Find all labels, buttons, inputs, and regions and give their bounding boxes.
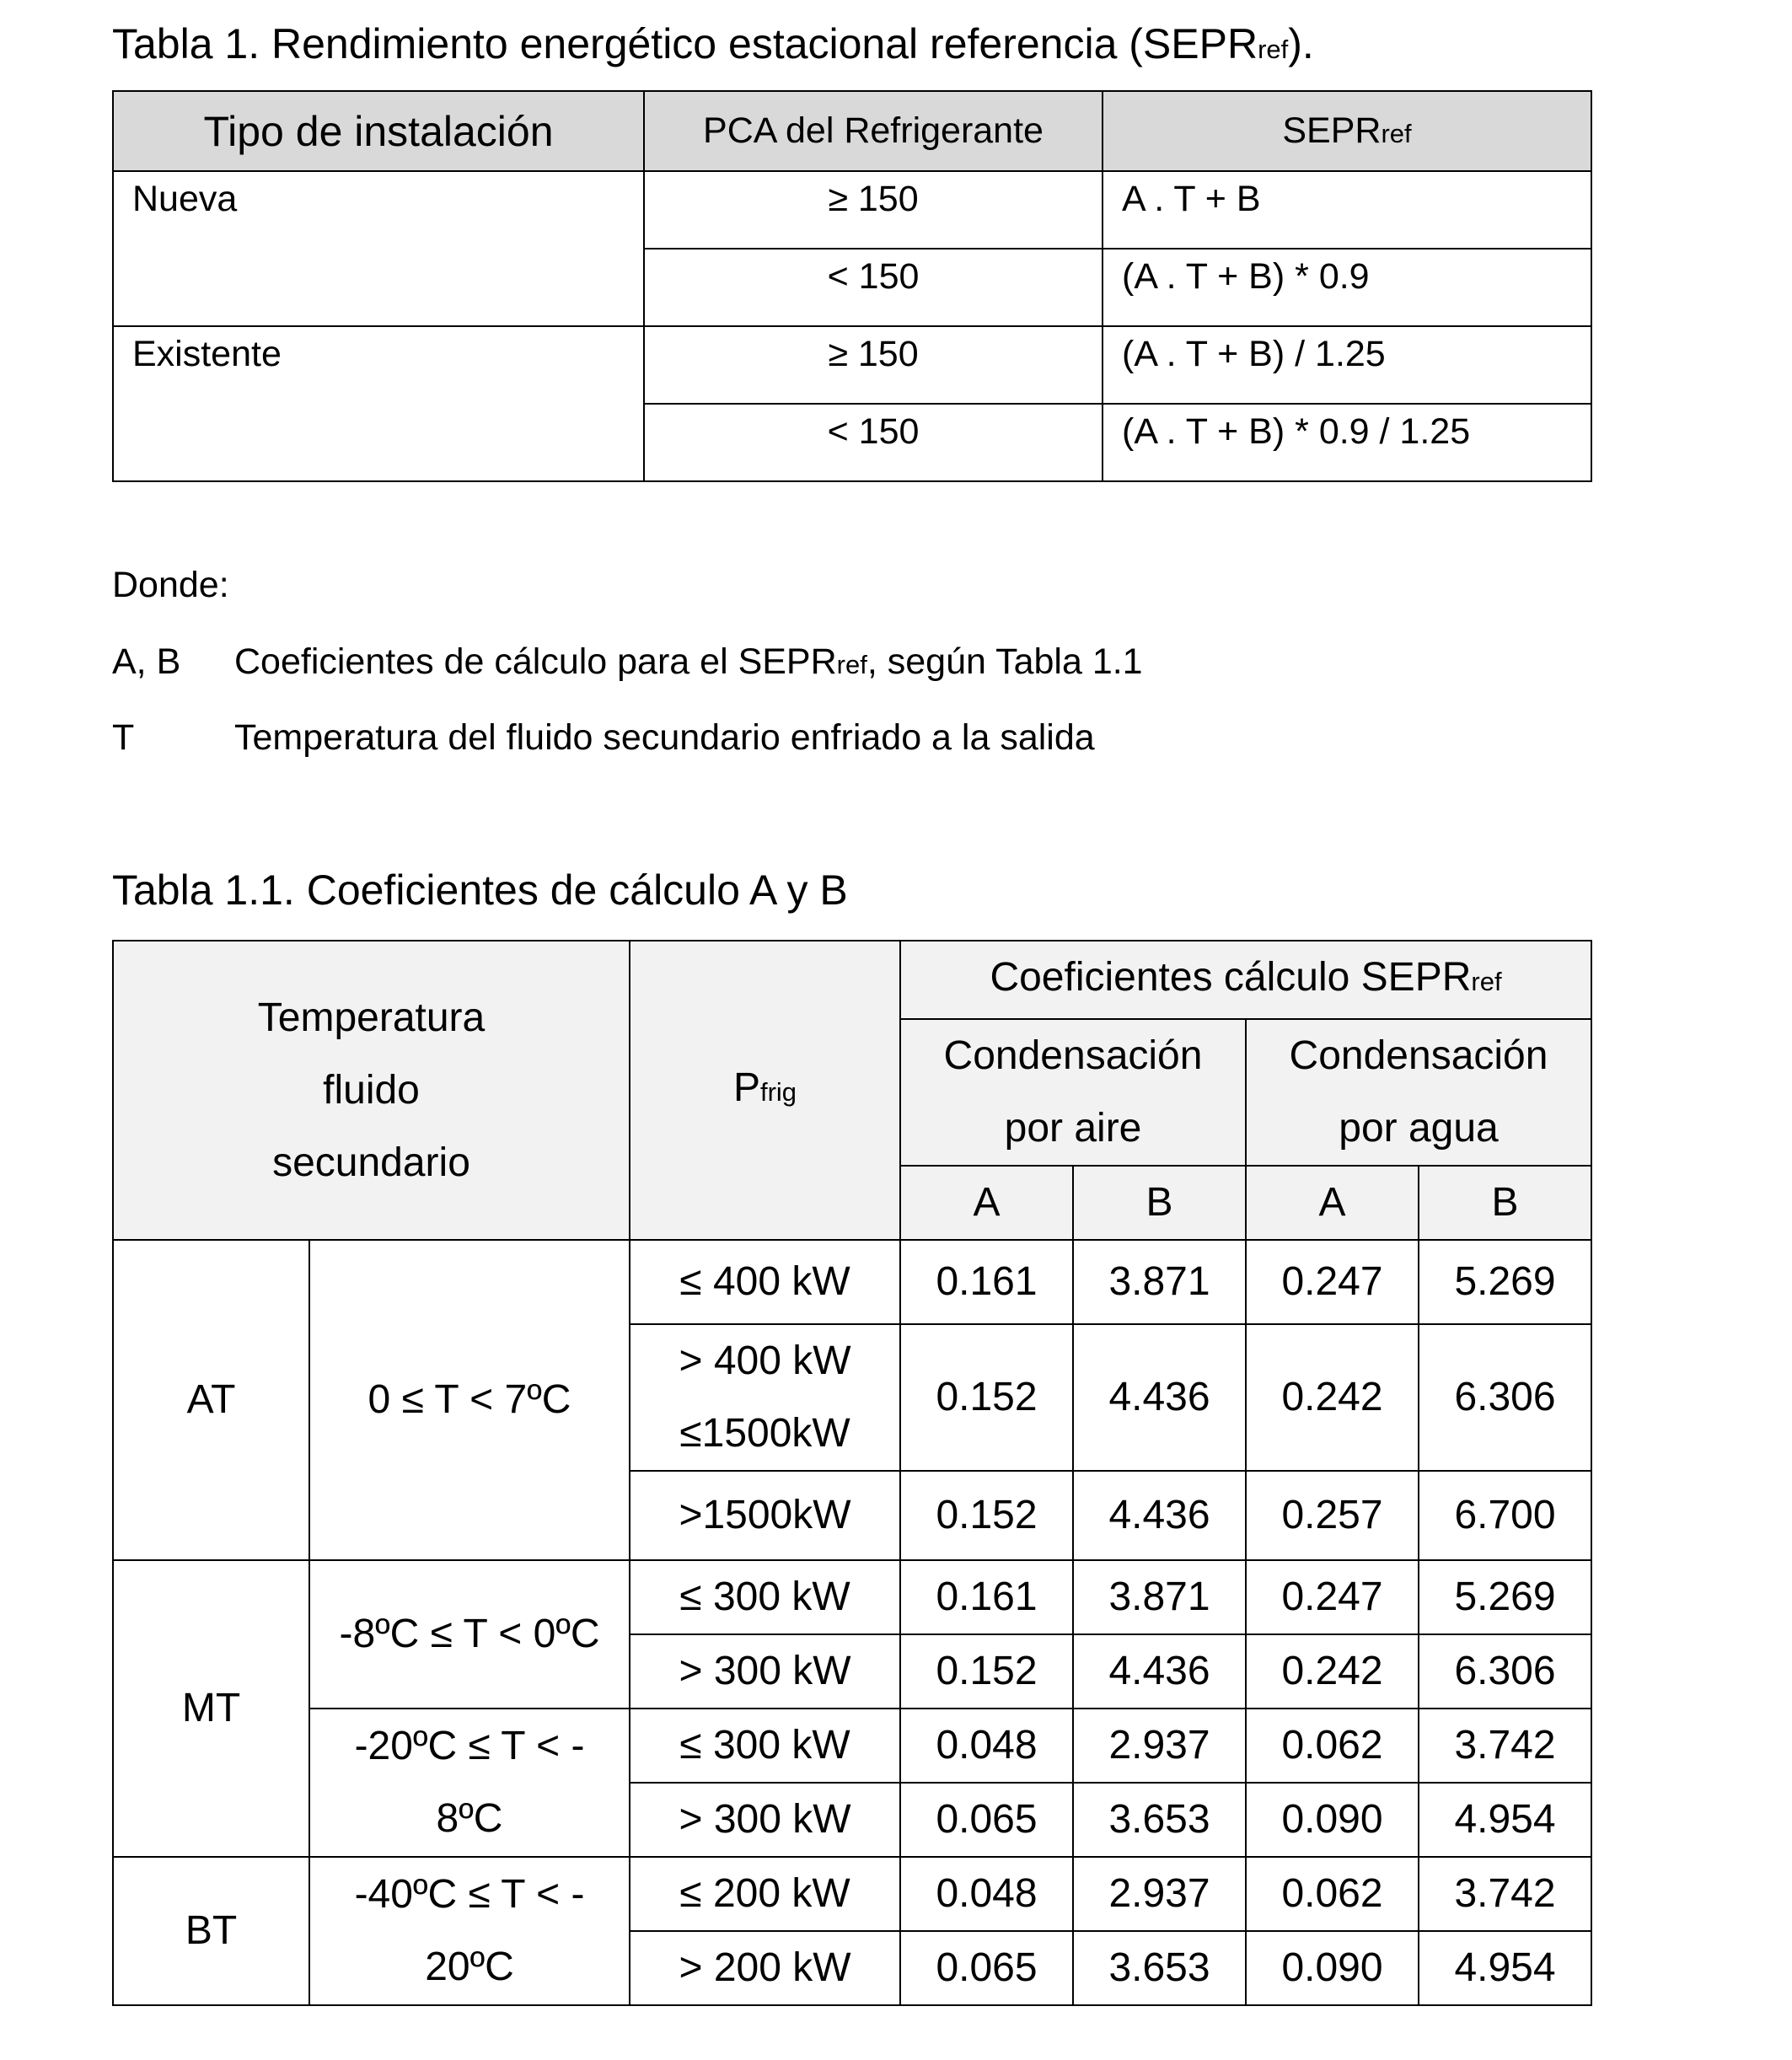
table2 xyxy=(112,940,1592,2006)
header-sepr-main: SEPR xyxy=(1282,110,1382,151)
group-mt-label: MT xyxy=(113,1560,309,1857)
cell-a-aire: 0.152 xyxy=(900,1634,1073,1709)
table-row xyxy=(113,1857,1591,1931)
cell-a-aire: 0.048 xyxy=(900,1857,1073,1931)
group-mt-range1: -8ºC ≤ T < 0ºC xyxy=(309,1560,630,1709)
cell-pca: < 150 xyxy=(644,249,1103,326)
cell-b-aire: 3.871 xyxy=(1073,1560,1246,1634)
table1-header-row xyxy=(113,91,1591,171)
legend-item-t xyxy=(112,716,1095,759)
group-bt-label: BT xyxy=(113,1857,309,2005)
table-row xyxy=(113,171,1591,249)
legend-text-sub: ref xyxy=(836,650,867,679)
cell-b-agua: 4.954 xyxy=(1419,1783,1591,1857)
cell-a-aire: 0.161 xyxy=(900,1560,1073,1634)
cell-a-agua: 0.247 xyxy=(1246,1240,1419,1324)
cell-a-agua: 0.090 xyxy=(1246,1931,1419,2005)
header-condensacion-aire xyxy=(900,1019,1246,1166)
cell-b-aire: 2.937 xyxy=(1073,1857,1246,1931)
legend-item-ab xyxy=(112,640,1143,687)
cell-tipo-existente: Existente xyxy=(113,326,644,481)
cell-a-agua: 0.242 xyxy=(1246,1324,1419,1471)
header-coeficientes xyxy=(900,941,1591,1019)
cell-b-aire: 3.653 xyxy=(1073,1783,1246,1857)
group-at-range: 0 ≤ T < 7ºC xyxy=(309,1240,630,1560)
cell-formula: A . T + B xyxy=(1103,171,1591,249)
group-mt-range2-line2: 8ºC xyxy=(436,1796,503,1841)
header-pfrig-main: P xyxy=(732,1065,760,1110)
group-mt-range2-line1: -20ºC ≤ T < - xyxy=(354,1724,585,1768)
cell-formula: (A . T + B) * 0.9 / 1.25 xyxy=(1103,404,1591,481)
cell-a-aire: 0.065 xyxy=(900,1783,1073,1857)
header-b-agua: B xyxy=(1419,1166,1591,1240)
legend-text-main: Temperatura del fluido secundario enfriado a la salida xyxy=(234,717,1095,758)
header-temp-line2: fluido xyxy=(323,1067,420,1113)
header-b-aire: B xyxy=(1073,1166,1246,1240)
header-sepr-ref xyxy=(1103,91,1591,171)
header-tipo-instalacion: Tipo de instalación xyxy=(113,91,644,171)
cell-b-aire: 3.653 xyxy=(1073,1931,1246,2005)
table-row xyxy=(113,1560,1591,1634)
table1-caption-end: ). xyxy=(1288,20,1314,67)
cell-pfrig: ≤ 300 kW xyxy=(630,1560,900,1634)
cell-b-agua: 4.954 xyxy=(1419,1931,1591,2005)
header-pfrig xyxy=(630,941,900,1240)
cell-pfrig: ≤ 200 kW xyxy=(630,1857,900,1931)
cell-a-aire: 0.161 xyxy=(900,1240,1073,1324)
cell-pca: ≥ 150 xyxy=(644,171,1103,249)
header-temp-line1: Temperatura xyxy=(257,995,486,1040)
cell-pfrig: > 200 kW xyxy=(630,1931,900,2005)
cell-b-agua: 3.742 xyxy=(1419,1709,1591,1783)
cell-b-agua: 6.306 xyxy=(1419,1634,1591,1709)
group-bt-range xyxy=(309,1857,630,2005)
header-aire-line2: por aire xyxy=(1004,1106,1142,1151)
cell-a-agua: 0.242 xyxy=(1246,1634,1419,1709)
cell-a-aire: 0.048 xyxy=(900,1709,1073,1783)
header-agua-line2: por agua xyxy=(1339,1106,1499,1151)
cell-pfrig-line1: > 400 kW xyxy=(679,1338,851,1383)
legend-symbol: T xyxy=(112,717,135,758)
cell-b-agua: 5.269 xyxy=(1419,1240,1591,1324)
header-coef-sub: ref xyxy=(1471,967,1502,996)
cell-a-aire: 0.152 xyxy=(900,1471,1073,1560)
header-pfrig-sub: frig xyxy=(759,1077,797,1107)
cell-a-agua: 0.090 xyxy=(1246,1783,1419,1857)
header-condensacion-agua xyxy=(1246,1019,1591,1166)
header-a-agua: A xyxy=(1246,1166,1419,1240)
cell-b-aire: 4.436 xyxy=(1073,1634,1246,1709)
header-coef-main: Coeficientes cálculo SEPR xyxy=(990,955,1472,1000)
header-temp-line3: secundario xyxy=(272,1140,470,1185)
table-row xyxy=(113,1709,1591,1783)
cell-pfrig-line2: ≤1500kW xyxy=(679,1411,850,1456)
cell-a-aire: 0.065 xyxy=(900,1931,1073,2005)
group-mt-range2 xyxy=(309,1709,630,1857)
cell-b-aire: 4.436 xyxy=(1073,1324,1246,1471)
table1-caption-main: Tabla 1. Rendimiento energético estacional referencia (SEPR xyxy=(112,20,1258,67)
legend-text-end: , según Tabla 1.1 xyxy=(866,641,1143,682)
cell-pfrig: > 300 kW xyxy=(630,1634,900,1709)
legend-text-main: Coeficientes de cálculo para el SEPR xyxy=(234,641,837,682)
cell-formula: (A . T + B) / 1.25 xyxy=(1103,326,1591,404)
header-aire-line1: Condensación xyxy=(943,1033,1203,1078)
cell-pca: < 150 xyxy=(644,404,1103,481)
cell-b-aire: 3.871 xyxy=(1073,1240,1246,1324)
table1-caption-sub: ref xyxy=(1258,35,1289,64)
cell-b-aire: 2.937 xyxy=(1073,1709,1246,1783)
cell-pfrig: ≤ 300 kW xyxy=(630,1709,900,1783)
cell-b-agua: 6.306 xyxy=(1419,1324,1591,1471)
table2-caption: Tabla 1.1. Coeficientes de cálculo A y B xyxy=(112,866,848,914)
legend-symbol: A, B xyxy=(112,641,181,682)
table-row xyxy=(113,326,1591,404)
cell-pfrig xyxy=(630,1324,900,1471)
header-agua-line1: Condensación xyxy=(1289,1033,1548,1078)
cell-b-agua: 6.700 xyxy=(1419,1471,1591,1560)
cell-b-aire: 4.436 xyxy=(1073,1471,1246,1560)
cell-a-agua: 0.062 xyxy=(1246,1857,1419,1931)
cell-pfrig: > 300 kW xyxy=(630,1783,900,1857)
cell-a-agua: 0.257 xyxy=(1246,1471,1419,1560)
cell-pfrig: >1500kW xyxy=(630,1471,900,1560)
header-a-aire: A xyxy=(900,1166,1073,1240)
cell-a-agua: 0.062 xyxy=(1246,1709,1419,1783)
header-pca-refrigerante: PCA del Refrigerante xyxy=(644,91,1103,171)
cell-b-agua: 3.742 xyxy=(1419,1857,1591,1931)
table2-header-row xyxy=(113,941,1591,1019)
cell-formula: (A . T + B) * 0.9 xyxy=(1103,249,1591,326)
table-row xyxy=(113,1240,1591,1324)
group-at-label: AT xyxy=(113,1240,309,1560)
cell-b-agua: 5.269 xyxy=(1419,1560,1591,1634)
group-bt-range-line1: -40ºC ≤ T < - xyxy=(354,1872,585,1917)
table1 xyxy=(112,90,1592,482)
legend-title: Donde: xyxy=(112,565,229,605)
cell-pfrig: ≤ 400 kW xyxy=(630,1240,900,1324)
header-temperatura-fluido xyxy=(113,941,630,1240)
cell-tipo-nueva: Nueva xyxy=(113,171,644,326)
cell-pca: ≥ 150 xyxy=(644,326,1103,404)
cell-a-agua: 0.247 xyxy=(1246,1560,1419,1634)
table1-caption xyxy=(112,19,1314,75)
header-sepr-sub: ref xyxy=(1381,119,1412,148)
group-bt-range-line2: 20ºC xyxy=(425,1945,514,1989)
cell-a-aire: 0.152 xyxy=(900,1324,1073,1471)
